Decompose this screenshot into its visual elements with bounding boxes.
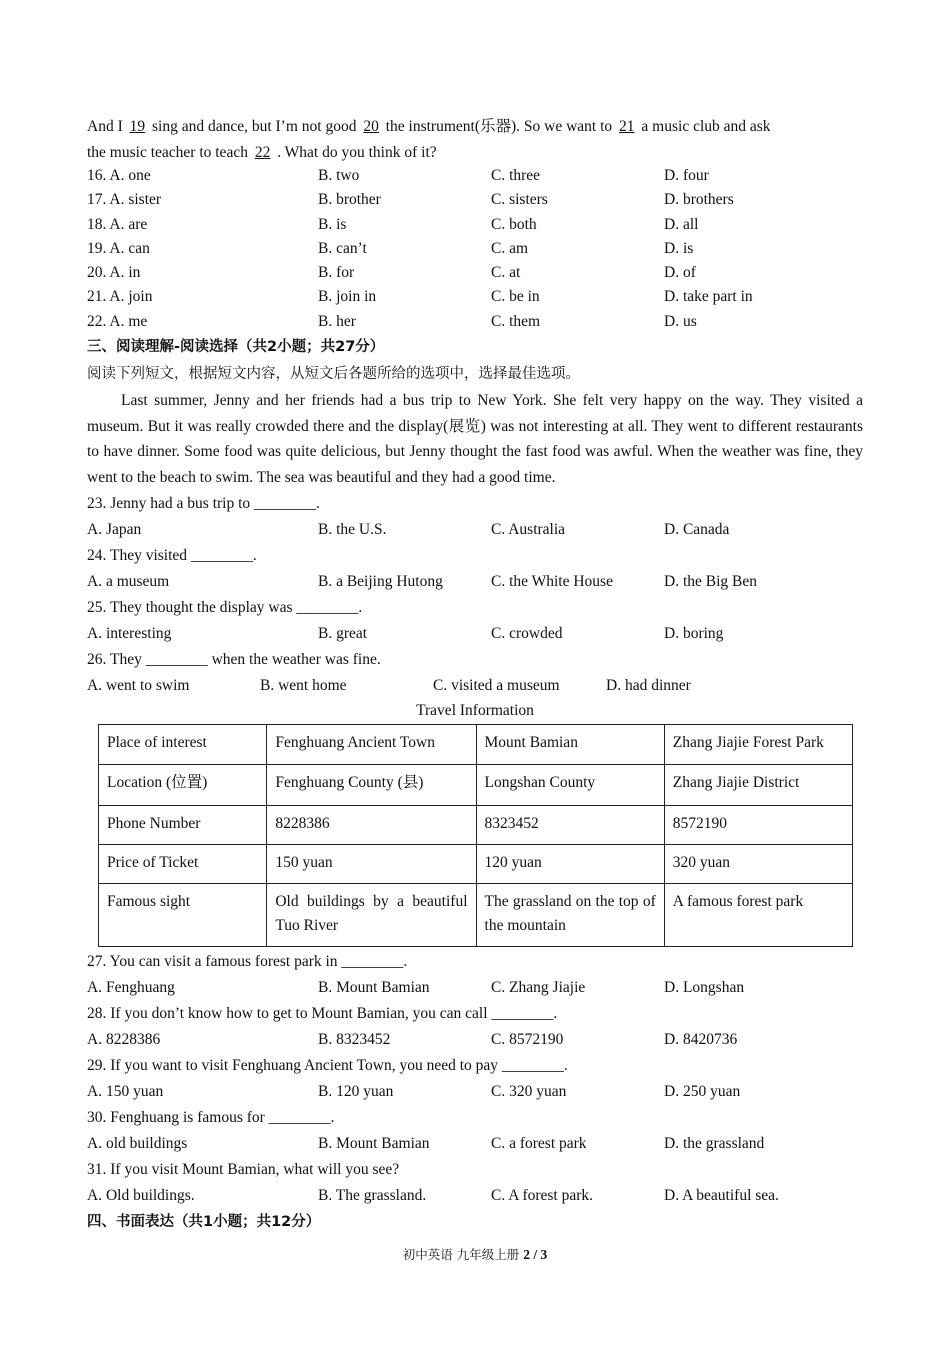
option-a[interactable]: 22. A. me — [87, 312, 148, 330]
reading-passage: Last summer, Jenny and her friends had a bus trip to New York. She felt very happy on the way. They visited a museum. But it was really crowded there and the display(展览) was not interesting at all. They went to different restaurants to have dinner. Some food was quite delicious, but Jenny thought the fast food was awful. When the weather was fine, they went to the beach to swim. The sea was beautiful and they had a good time. — [87, 392, 863, 486]
page-number: 2 / 3 — [523, 1247, 548, 1262]
question-30: 30. Fenghuang is famous for ________. — [87, 1109, 335, 1127]
option-b[interactable]: B. is — [318, 215, 347, 233]
page-footer — [0, 1245, 950, 1263]
blank-19: 19 — [129, 118, 146, 135]
option-d[interactable]: D. had dinner — [606, 676, 691, 694]
options-31 — [87, 1183, 863, 1210]
table-caption: Travel Information — [416, 702, 534, 720]
option-d[interactable]: D. four — [664, 167, 709, 184]
question-26: 26. They ________ when the weather was fine. — [87, 651, 381, 669]
question-27: 27. You can visit a famous forest park in ________. — [87, 953, 408, 971]
option-c[interactable]: C. Zhang Jiajie — [491, 978, 586, 996]
blank-21: 21 — [619, 118, 635, 135]
passage-text: And I — [87, 118, 127, 135]
options-29 — [87, 1079, 863, 1106]
option-c[interactable]: C. 320 yuan — [491, 1082, 567, 1100]
table-cell: Famous sight — [99, 884, 267, 947]
option-a[interactable]: 18. A. are — [87, 215, 148, 233]
table-cell: Fenghuang Ancient Town — [267, 725, 476, 765]
options-25 — [87, 621, 863, 648]
passage-text: sing and dance, but I’m not good — [148, 118, 361, 135]
option-a[interactable]: 21. A. join — [87, 288, 153, 306]
option-a[interactable]: A. 150 yuan — [87, 1082, 164, 1100]
option-b[interactable]: B. great — [318, 624, 368, 642]
option-a[interactable]: A. Old buildings. — [87, 1186, 195, 1204]
table-cell: 150 yuan — [267, 845, 476, 884]
cloze-options — [87, 164, 863, 334]
table-cell: Zhang Jiajie District — [664, 765, 852, 806]
option-d[interactable]: D. the grassland — [664, 1134, 765, 1152]
blank-20: 20 — [363, 118, 379, 135]
section-3-instruction: 阅读下列短文，根据短文内容，从短文后各题所给的选项中，选择最佳选项。 — [87, 366, 580, 383]
option-row-19 — [87, 237, 863, 261]
option-c[interactable]: C. crowded — [491, 624, 563, 642]
table-cell: A famous forest park — [664, 884, 852, 947]
table-cell: 8572190 — [664, 806, 852, 845]
options-30 — [87, 1131, 863, 1158]
table-row — [99, 765, 853, 806]
table-cell: Location (位置) — [99, 765, 267, 806]
table-cell: Price of Ticket — [99, 845, 267, 884]
question-28: 28. If you don’t know how to get to Mount Bamian, you can call ________. — [87, 1005, 558, 1023]
option-c[interactable]: C. am — [491, 239, 529, 257]
question-25: 25. They thought the display was ________. — [87, 599, 363, 617]
option-d[interactable]: D. boring — [664, 624, 724, 642]
option-row-20 — [87, 261, 863, 285]
option-b[interactable]: B. her — [318, 312, 356, 330]
question-group-b — [87, 949, 863, 1209]
option-c[interactable]: C. three — [491, 167, 541, 184]
option-c[interactable]: C. 8572190 — [491, 1030, 564, 1048]
option-b[interactable]: B. can’t — [318, 239, 367, 257]
passage-text: . What do you think of it? — [273, 143, 437, 161]
option-c[interactable]: C. be in — [491, 288, 540, 306]
option-row-22 — [87, 310, 863, 334]
option-row-18 — [87, 213, 863, 237]
table-cell: Mount Bamian — [476, 725, 664, 765]
passage-text: a music club and ask — [637, 118, 771, 135]
option-c[interactable]: C. the White House — [491, 572, 613, 590]
option-d[interactable]: D. the Big Ben — [664, 572, 757, 590]
option-a[interactable]: A. 8228386 — [87, 1030, 161, 1048]
option-d[interactable]: D. us — [664, 312, 697, 330]
option-row-17 — [87, 188, 863, 212]
table-cell: Longshan County — [476, 765, 664, 806]
passage-text: the instrument(乐器). So we want to — [381, 118, 617, 135]
option-d[interactable]: D. all — [664, 215, 699, 233]
question-group-a — [87, 491, 863, 699]
option-d[interactable]: D. 8420736 — [664, 1030, 738, 1048]
options-24 — [87, 569, 863, 596]
table-cell: 8323452 — [476, 806, 664, 845]
option-a[interactable]: A. Fenghuang — [87, 978, 175, 996]
options-26 — [87, 673, 863, 700]
option-a[interactable]: 16. A. one — [87, 167, 151, 184]
passage-line-1 — [87, 114, 863, 140]
option-a[interactable]: A. went to swim — [87, 676, 190, 694]
option-c[interactable]: C. sisters — [491, 191, 548, 209]
question-24: 24. They visited ________. — [87, 547, 257, 565]
option-d[interactable]: D. brothers — [664, 191, 734, 209]
table-cell: 320 yuan — [664, 845, 852, 884]
option-b[interactable]: B. join in — [318, 288, 377, 306]
option-b[interactable]: B. two — [318, 167, 360, 184]
section-4-title: 四、书面表达（共1小题；共12分） — [87, 1214, 321, 1231]
passage-line-2 — [87, 140, 863, 166]
option-row-16 — [87, 164, 863, 188]
table-cell: The grassland on the top of the mountain — [476, 884, 664, 947]
option-c[interactable]: C. both — [491, 215, 537, 233]
table-row — [99, 845, 853, 884]
option-b[interactable]: B. went home — [260, 676, 347, 694]
table-cell: 8228386 — [267, 806, 476, 845]
option-row-21 — [87, 285, 863, 309]
question-29: 29. If you want to visit Fenghuang Ancient Town, you need to pay ________. — [87, 1057, 568, 1075]
passage-text: the music teacher to teach — [87, 143, 252, 161]
option-b[interactable]: B. 8323452 — [318, 1030, 391, 1048]
table-cell: Old buildings by a beautiful Tuo River — [267, 884, 476, 947]
footer-text: 初中英语 九年级上册 — [402, 1247, 524, 1262]
option-c[interactable]: C. a forest park — [491, 1134, 587, 1152]
option-c[interactable]: C. Australia — [491, 520, 566, 538]
option-c[interactable]: C. them — [491, 312, 541, 330]
option-b[interactable]: B. a Beijing Hutong — [318, 572, 443, 590]
options-23 — [87, 517, 863, 544]
table-row — [99, 725, 853, 765]
question-31: 31. If you visit Mount Bamian, what will you see? — [87, 1161, 400, 1179]
option-c[interactable]: C. at — [491, 264, 521, 282]
option-b[interactable]: B. The grassland. — [318, 1186, 427, 1204]
option-b[interactable]: B. 120 yuan — [318, 1082, 394, 1100]
option-a[interactable]: 19. A. can — [87, 239, 150, 257]
option-d[interactable]: D. of — [664, 264, 696, 282]
table-row — [99, 806, 853, 845]
option-d[interactable]: D. A beautiful sea. — [664, 1186, 779, 1204]
table-row — [99, 884, 853, 947]
option-d[interactable]: D. Canada — [664, 520, 730, 538]
option-d[interactable]: D. Longshan — [664, 978, 745, 996]
option-d[interactable]: D. take part in — [664, 288, 753, 306]
option-a[interactable]: A. Japan — [87, 520, 142, 538]
option-b[interactable]: B. the U.S. — [318, 520, 387, 538]
option-c[interactable]: C. visited a museum — [433, 676, 560, 694]
option-a[interactable]: 17. A. sister — [87, 191, 162, 209]
question-23: 23. Jenny had a bus trip to ________. — [87, 495, 320, 513]
option-a[interactable]: A. interesting — [87, 624, 172, 642]
travel-info-table — [98, 724, 853, 947]
section-3-title: 三、阅读理解-阅读选择（共2小题；共27分） — [87, 339, 385, 356]
table-cell: Fenghuang County (县) — [267, 765, 476, 806]
table-cell: Zhang Jiajie Forest Park — [664, 725, 852, 765]
options-28 — [87, 1027, 863, 1054]
blank-22: 22 — [254, 143, 271, 161]
option-b[interactable]: B. brother — [318, 191, 381, 209]
table-cell: 120 yuan — [476, 845, 664, 884]
table-cell: Place of interest — [99, 725, 267, 765]
option-c[interactable]: C. A forest park. — [491, 1186, 594, 1204]
option-a[interactable]: A. a museum — [87, 572, 170, 590]
option-b[interactable]: B. Mount Bamian — [318, 978, 430, 996]
options-27 — [87, 975, 863, 1002]
option-a[interactable]: A. old buildings — [87, 1134, 188, 1152]
exam-page — [87, 114, 863, 1235]
option-d[interactable]: D. 250 yuan — [664, 1082, 741, 1100]
table-cell: Phone Number — [99, 806, 267, 845]
option-b[interactable]: B. for — [318, 264, 355, 282]
option-a[interactable]: 20. A. in — [87, 264, 141, 282]
option-d[interactable]: D. is — [664, 239, 694, 257]
option-b[interactable]: B. Mount Bamian — [318, 1134, 430, 1152]
